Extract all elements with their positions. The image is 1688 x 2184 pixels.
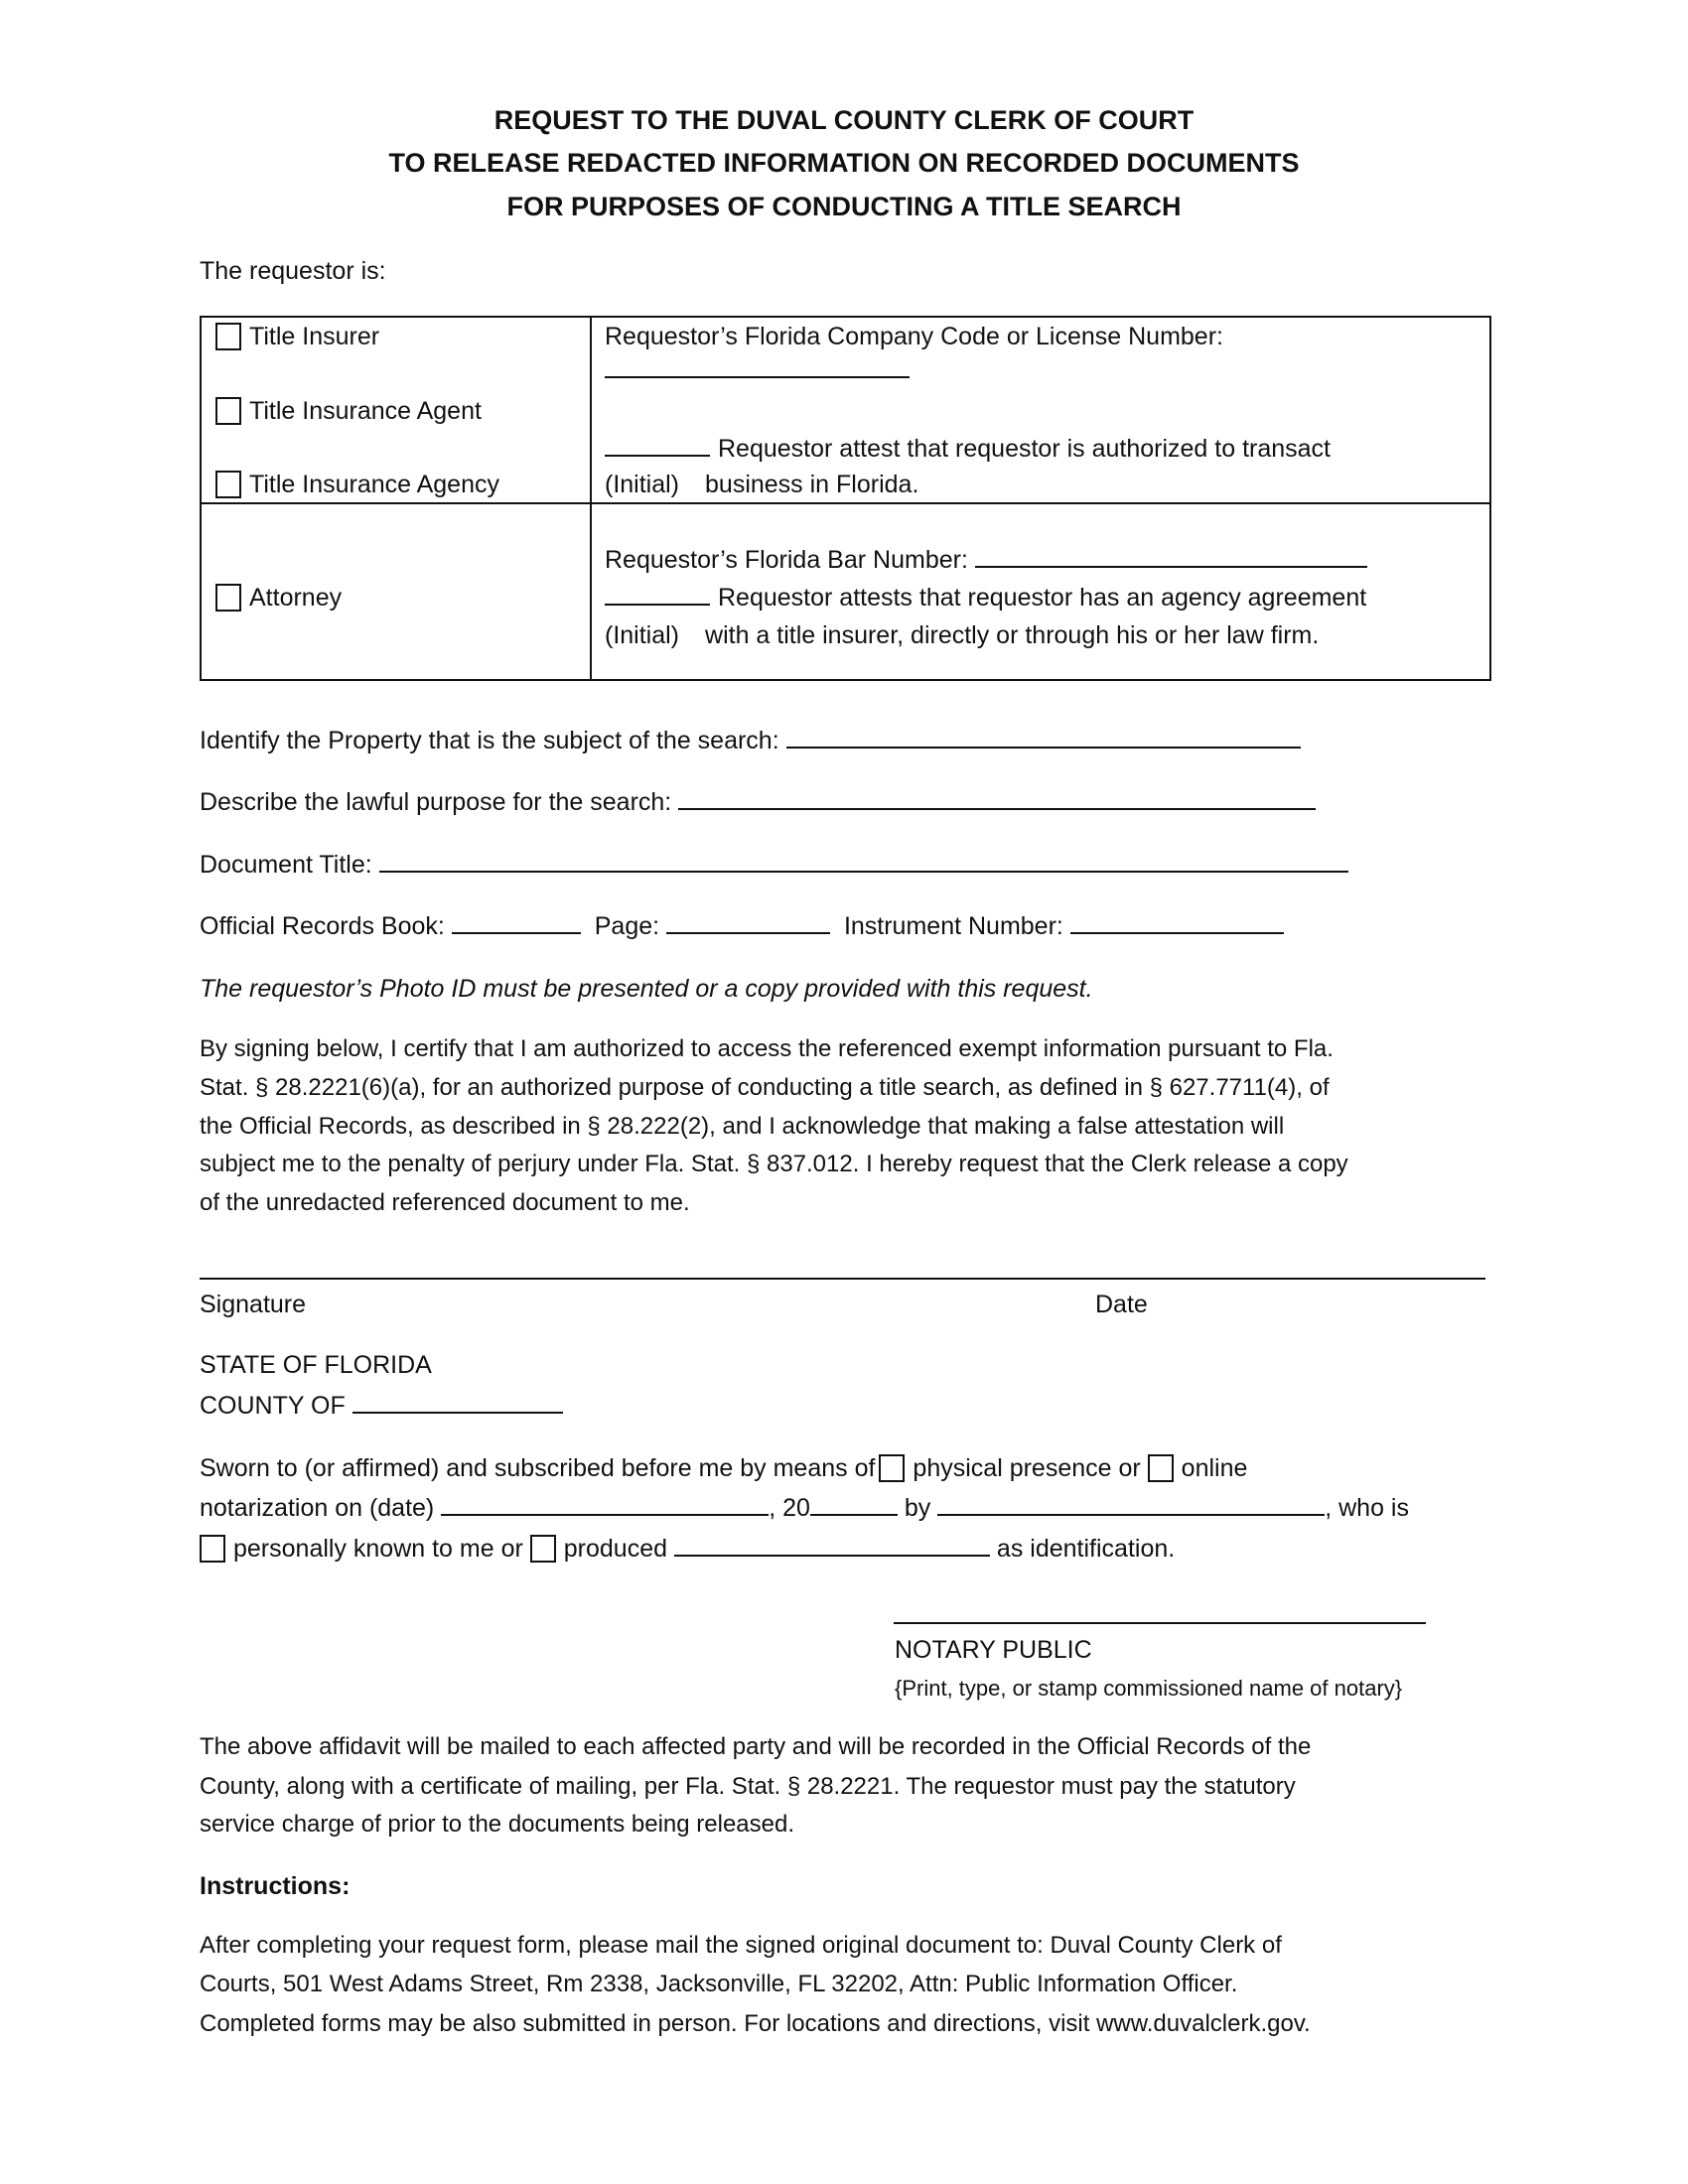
signature-label: Signature [200,1291,307,1318]
agency-text: with a title insurer, directly or through his or her law firm. [705,621,1320,649]
photo-id-note: The requestor’s Photo ID must be presented or a copy provided with this request. [200,975,1093,1003]
agency-attest-line-2 [605,619,1319,651]
book-label: Official Records Book: [200,912,445,940]
year-prefix: , 20 [769,1494,810,1522]
year-field[interactable] [810,1492,898,1516]
physical-presence-checkbox[interactable] [879,1454,905,1482]
purpose-field[interactable] [678,786,1316,810]
sworn-text: notarization on (date) [200,1494,435,1522]
notarization-date-field[interactable] [441,1492,769,1516]
signature-line[interactable] [200,1278,1485,1280]
page-field[interactable] [666,910,830,934]
agency-text: Requestor attests that requestor has an agency agreement [718,584,1367,612]
affidavit-line: The above affidavit will be mailed to each affected party and will be recorded in the Official Records of the [200,1733,1312,1760]
bar-number-row [605,544,1367,576]
sworn-text: Sworn to (or affirmed) and subscribed before me by means of [200,1454,876,1482]
sworn-line-3 [200,1533,1175,1565]
authorized-attest-line-1 [605,433,1331,465]
certification-line: By signing below, I certify that I am authorized to access the referenced exempt information pursuant to Fla. [200,1035,1334,1062]
authorized-attest-line-2 [605,469,918,500]
form-title-line-1: REQUEST TO THE DUVAL COUNTY CLERK OF COURT [493,105,1195,135]
attest-text: Requestor attest that requestor is authorized to transact [718,435,1332,463]
signer-name-field[interactable] [937,1492,1325,1516]
property-row [200,725,1301,756]
certification-line: of the unredacted referenced document to me. [200,1189,690,1216]
affidavit-line: service charge of prior to the documents being released. [200,1811,795,1838]
identification-field[interactable] [674,1533,990,1557]
certification-line: subject me to the penalty of perjury under Fla. Stat. § 837.012. I hereby request that the Clerk release a copy [200,1151,1348,1177]
checkbox[interactable] [215,584,241,612]
county-label: COUNTY OF [200,1392,346,1420]
initial-label: (Initial) [605,621,680,649]
book-page-row [200,910,1284,942]
notary-public-note: {Print, type, or stamp commissioned name of notary} [895,1676,1403,1701]
online-checkbox[interactable] [1148,1454,1174,1482]
bar-number-label: Requestor’s Florida Bar Number: [605,546,968,574]
form-title-line-3: FOR PURPOSES OF CONDUCTING A TITLE SEARCH [506,192,1182,221]
license-number-field[interactable] [605,376,910,378]
instrument-label: Instrument Number: [843,912,1063,940]
requestor-type-table [200,316,1491,681]
column-divider [590,318,592,679]
page-label: Page: [594,912,660,940]
instructions-line: Completed forms may be also submitted in person. For locations and directions, visit www.duvalclerk.gov. [200,2010,1311,2037]
purpose-row [200,786,1316,818]
instrument-field[interactable] [1070,910,1284,934]
county-row [200,1390,563,1422]
certification-line: Stat. § 28.2221(6)(a), for an authorized purpose of conducting a title search, as defined in § 627.7711(4), of [200,1074,1330,1101]
produced-checkbox[interactable] [530,1535,556,1563]
instructions-heading: Instructions: [200,1872,351,1900]
form-title-line-2: TO RELEASE REDACTED INFORMATION ON RECORDED DOCUMENTS [388,148,1300,178]
instructions-line: Courts, 501 West Adams Street, Rm 2338, Jacksonville, FL 32202, Attn: Public Information Officer. [200,1971,1238,1997]
initial-field[interactable] [605,433,710,457]
checkbox[interactable] [215,397,241,425]
option-title-insurance-agent[interactable] [215,395,482,427]
produced-label: produced [563,1535,668,1563]
option-label: Title Insurance Agent [249,397,482,425]
online-label: online [1181,1454,1248,1482]
bar-number-field[interactable] [975,544,1367,568]
property-field[interactable] [786,725,1301,749]
notary-public-label: NOTARY PUBLIC [895,1636,1092,1664]
purpose-label: Describe the lawful purpose for the search: [200,788,672,816]
sworn-line-1 [200,1452,1247,1484]
initial-field[interactable] [605,582,710,606]
license-number-label: Requestor’s Florida Company Code or License Number: [605,323,1223,350]
who-is-label: , who is [1325,1494,1409,1522]
option-title-insurance-agency[interactable] [215,469,499,500]
notary-signature-line[interactable] [894,1622,1426,1624]
checkbox[interactable] [215,323,241,350]
initial-label: (Initial) [605,471,680,498]
state-label: STATE OF FLORIDA [200,1351,432,1379]
option-label: Title Insurer [249,323,380,350]
option-label: Attorney [249,584,343,612]
affidavit-line: County, along with a certificate of mailing, per Fla. Stat. § 28.2221. The requestor must pay the statutory [200,1773,1296,1800]
row-divider [202,502,1489,504]
doc-title-row [200,849,1348,881]
option-title-insurer[interactable] [215,321,379,352]
sworn-line-2 [200,1492,1409,1524]
certification-line: the Official Records, as described in § 28.222(2), and I acknowledge that making a false attestation will [200,1113,1285,1140]
instructions-line: After completing your request form, please mail the signed original document to: Duval County Clerk of [200,1932,1282,1959]
attest-text: business in Florida. [705,471,919,498]
personally-known-checkbox[interactable] [200,1535,225,1563]
by-label: by [904,1494,931,1522]
property-label: Identify the Property that is the subject of the search: [200,727,779,754]
checkbox[interactable] [215,471,241,498]
date-label: Date [1095,1291,1148,1318]
doc-title-field[interactable] [379,849,1348,873]
identification-label: as identification. [996,1535,1176,1563]
agency-attest-line-1 [605,582,1366,614]
option-label: Title Insurance Agency [249,471,499,498]
doc-title-label: Document Title: [200,851,372,879]
requestor-label: The requestor is: [200,257,386,285]
county-field[interactable] [352,1390,563,1414]
personally-known-label: personally known to me or [233,1535,523,1563]
option-attorney[interactable] [215,582,342,614]
book-field[interactable] [452,910,581,934]
physical-presence-label: physical presence or [913,1454,1141,1482]
